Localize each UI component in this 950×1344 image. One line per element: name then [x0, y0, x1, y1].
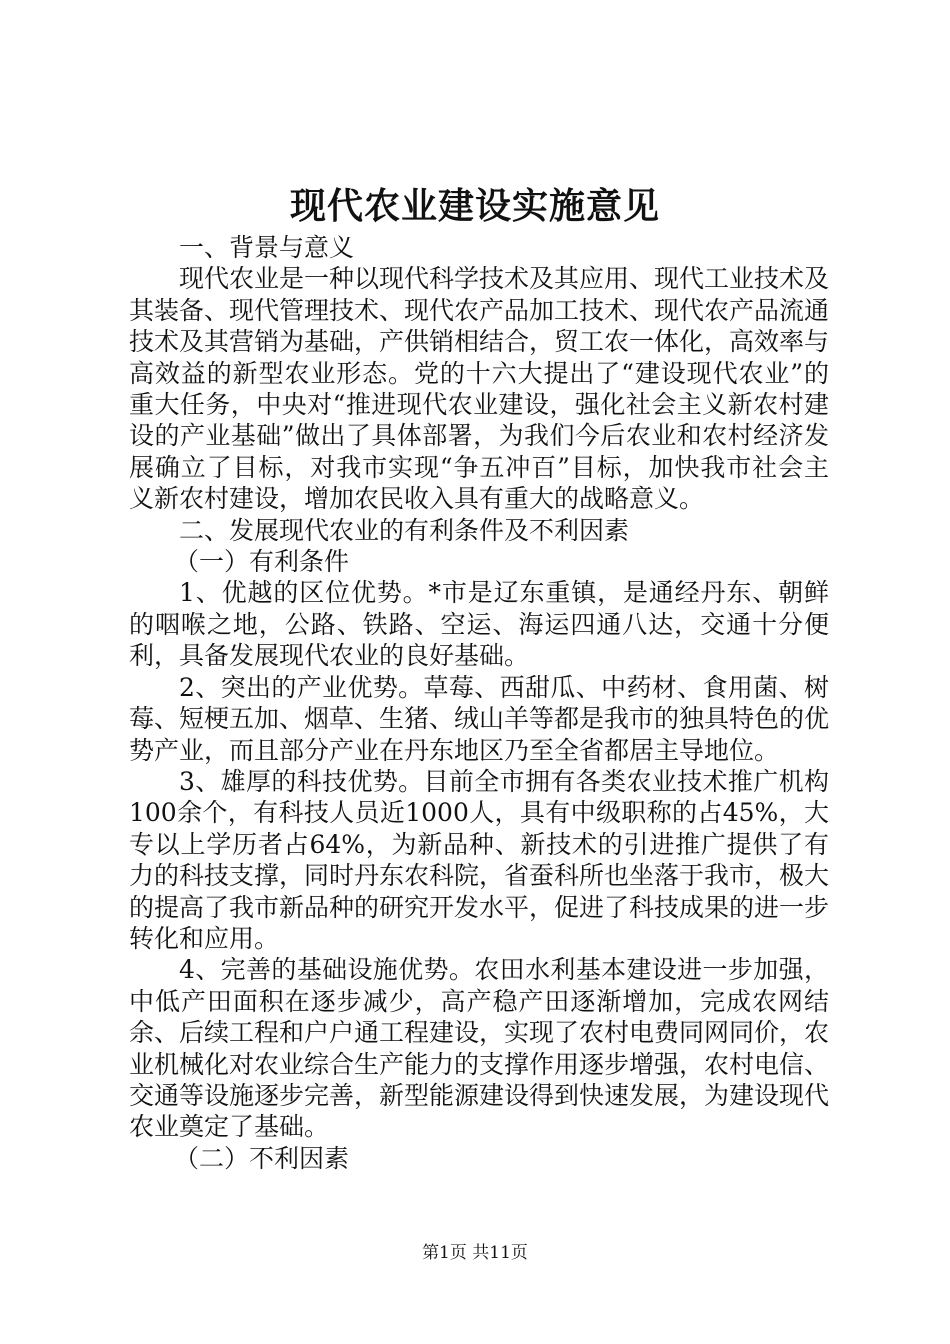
section-heading-conditions: 二、发展现代农业的有利条件及不利因素 [179, 515, 630, 545]
page-number-footer: 第1页 共11页 [422, 1243, 528, 1263]
paragraph-industry-advantage: 2、突出的产业优势。草莓、西甜瓜、中药材、食用菌、树莓、短梗五加、烟草、生猪、绒山羊等都是我市的独具特色的优势产业，而且部分产业在丹东地区乃至全省都居主导地位。 [129, 672, 830, 765]
section-heading-background: 一、背景与意义 [179, 233, 355, 262]
document-title: 现代农业建设实施意见 [289, 186, 660, 227]
paragraph-location-advantage: 1、优越的区位优势。*市是辽东重镇，是通经丹东、朝鲜的咽喉之地，公路、铁路、空运、海运四通八达，交通十分便利，具备发展现代农业的良好基础。 [129, 578, 829, 671]
paragraph-technology-advantage: 3、雄厚的科技优势。目前全市拥有各类农业技术推广机构100余个，有科技人员近1000人，具有中级职称的占45%，大专以上学历者占64%，为新品种、新技术的引进推广提供了有力的科技支撑，同时丹东农科院，省蚕科所也坐落于我市，极大的提高了我市新品种的研究开发水平，促进了科技成果的进一步转化和应用。 [129, 766, 830, 953]
subsection-heading-unfavorable: （二）不利因素 [174, 1143, 350, 1173]
paragraph-modern-agriculture-definition: 现代农业是一种以现代科学技术及其应用、现代工业技术及其装备、现代管理技术、现代农产品加工技术、现代农产品流通技术及其营销为基础，产供销相结合，贸工农一体化，高效率与高效益的新型农业形态。党的十六大提出了“建设现代农业”的重大任务，中央对“推进现代农业建设，强化社会主义新农村建设的产业基础”做出了具体部署，为我们今后农业和农村经济发展确立了目标，对我市实现“争五冲百”目标，加快我市社会主义新农村建设，增加农民收入具有重大的战略意义。 [129, 264, 830, 514]
subsection-heading-favorable: （一）有利条件 [174, 547, 350, 577]
document-body [129, 232, 829, 1174]
paragraph-infrastructure-advantage: 4、完善的基础设施优势。农田水利基本建设进一步加强，中低产田面积在逐步减少，高产稳产田逐渐增加，完成农网结余、后续工程和户户通工程建设，实现了农村电费同网同价，农业机械化对农业综合生产能力的支撑作用逐步增强，农村电信、交通等设施逐步完善，新型能源建设得到快速发展，为建设现代农业奠定了基础。 [129, 955, 830, 1142]
